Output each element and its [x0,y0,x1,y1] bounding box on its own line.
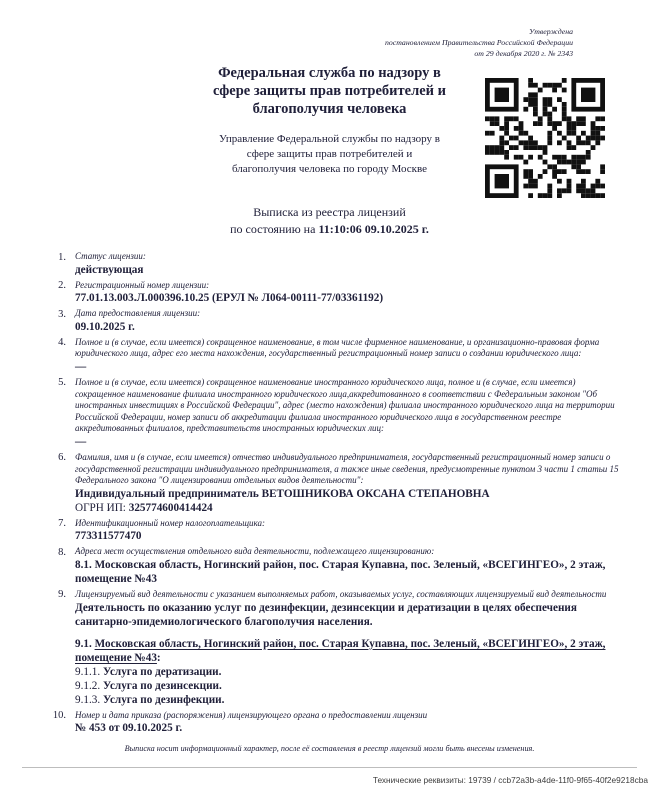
item-label: Адреса мест осуществления отдельного вида деятельности, подлежащего лицензированию: [75,546,435,557]
item-value-segment: Индивидуальный предприниматель ВЕТОШНИКОВА ОКСАНА СТЕПАНОВНА [75,487,490,500]
list-item [44,546,624,586]
item-body [75,377,624,449]
item-value-segment: — [75,435,87,448]
item-value-segment: ОГРН ИП: [75,501,129,514]
item-value-segment: — [75,360,87,373]
item-number: 5. [58,377,66,389]
info-note: Выписка носит информационный характер, после её составления в реестр лицензий могли быть внесены изменения. [124,744,535,753]
extract-title: Выписка из реестра лицензий [253,205,406,219]
divider [22,767,637,768]
item-label: Регистрационный номер лицензии: [75,279,210,290]
item-value [75,320,624,334]
item-value [75,291,624,305]
list-item [44,518,624,544]
item-value-segment: Услуга по дезинфекции. [102,693,225,706]
item-value-segment: 9.1.1. [75,665,103,678]
item-value [75,435,624,449]
item-value-segment: 77.01.13.003.Л.000396.10.25 (ЕРУЛ № Л064-00111-77/03361192) [75,292,384,305]
list-item [44,710,624,736]
list-item [44,308,624,334]
item-value [75,501,624,515]
approval-line: постановлением Правительства Российской Федерации [384,38,573,47]
extract-date-prefix: по состоянию на [230,221,319,236]
item-body [75,251,624,277]
extract-heading [0,204,659,237]
item-value [75,721,624,735]
item-number: 10. [52,710,66,721]
item-label: Идентификационный номер налогоплательщика: [75,517,265,528]
line-gap [75,629,624,637]
item-value-segment: 09.10.2025 г. [75,320,135,333]
item-value-segment: 773311577470 [75,530,142,543]
item-number: 7. [58,518,66,530]
item-body [75,546,624,586]
item-label: Дата предоставления лицензии: [75,308,201,319]
item-number: 3. [58,308,66,320]
item-label: Полное и (в случае, если имеется) сокращенное наименование иностранного юридического лица, полное и (в случае, если имеется) сокращенное наименование филиала иностранного юридического лица,аккредитованного в соответствии с Федеральным законом "Об иностранных инвестициях в Российской Федерации", адрес (место нахождения) филиала иностранного юридического лица на территории Российской Федерации, номер записи об аккредитации филиала иностранного юридического лица в государственном реестре аккредитованных филиалов, представительств иностранных юридических лиц: [75,376,615,434]
item-value-segment: Деятельность по оказанию услуг по дезинфекции, дезинсекции и дератизации в целях обеспечения санитарно-эпидемиологического благополучия населения. [75,601,577,628]
list-item [44,280,624,306]
item-number: 8. [58,546,66,558]
item-value [75,693,624,707]
extract-date-line [0,221,659,238]
items-list [44,251,624,738]
item-label: Полное и (в случае, если имеется) сокращенное наименование, в том числе фирменное наименование, и организационно-правовая форма юридического лица, адрес его места нахождения, государственный регистрационный номер записи о создании юридического лица: [75,336,600,359]
item-number: 1. [58,251,66,263]
org-title: Федеральная служба по надзору в сфере защиты прав потребителей и благополучия человека [213,65,446,117]
item-value-segment: Московская область, Ногинский район, пос. Старая Купавна, пос. Зеленый, «ВСЕГИНГЕО», 2 этаж, помещение №43 [75,637,606,664]
item-value-segment: 325774600414424 [128,501,213,514]
item-number: 6. [58,452,66,464]
item-value [75,263,624,277]
item-body [75,518,624,544]
item-value-segment: № 453 от 09.10.2025 г. [75,722,183,735]
item-body [75,589,624,707]
technical-details: Технические реквизиты: 19739 / ccb72a3b-a4de-11f0-9f65-40f2e9218cba [372,775,648,785]
item-number: 4. [58,337,66,349]
item-value [75,360,624,374]
item-label: Лицензируемый вид деятельности с указанием выполняемых работ, оказываемых услуг, составляющих лицензируемый вид деятельности [75,588,607,599]
item-number: 9. [58,589,66,601]
list-item [44,589,624,707]
item-label: Номер и дата приказа (распоряжения) лицензирующего органа о предоставлении лицензии [75,709,428,720]
item-value [75,665,624,679]
list-item [44,251,624,277]
item-value-segment: : [156,651,161,664]
item-label: Фамилия, имя и (в случае, если имеется) отчество индивидуального предпринимателя, государственный регистрационный номер записи о государственной регистрации индивидуального предпринимателя, а также иные сведения, предусмотренные пунктом 3 части 1 статьи 15 Федерального закона "О лицензировании отдельных видов деятельности": [75,451,619,486]
extract-date-value: 11:10:06 09.10.2025 г. [318,221,429,236]
item-value [75,601,624,629]
org-subtitle: Управление Федеральной службы по надзору в сфере защиты прав потребителей и благополучия человека по городу Москве [219,133,440,175]
approval-line: Утверждена [529,27,573,36]
item-value [75,529,624,543]
item-body [75,452,624,515]
item-value [75,679,624,693]
item-value-segment: 9.1.3. [75,693,103,706]
item-value-segment: Услуга по дезинсекции. [102,679,222,692]
item-body [75,308,624,334]
item-value-segment: 9.1.2. [75,679,103,692]
item-value [75,487,624,501]
item-value [75,637,624,665]
item-value [75,558,624,586]
list-item [44,377,624,449]
item-value-segment: действующая [75,263,144,276]
list-item [44,452,624,515]
item-number: 2. [58,280,66,292]
item-body [75,337,624,374]
item-value-segment: 8.1. Московская область, Ногинский район, пос. Старая Купавна, пос. Зеленый, «ВСЕГИНГЕО», 2 этаж, помещение №43 [75,558,606,585]
approval-note [385,26,573,59]
item-value-segment: 9.1. [75,637,95,650]
item-value-segment: Услуга по дератизации. [102,665,222,678]
qr-code [485,78,605,198]
item-label: Статус лицензии: [75,251,146,261]
item-body [75,710,624,736]
item-body [75,280,624,306]
list-item [44,337,624,374]
approval-line: от 29 декабря 2020 г. № 2343 [474,49,573,58]
